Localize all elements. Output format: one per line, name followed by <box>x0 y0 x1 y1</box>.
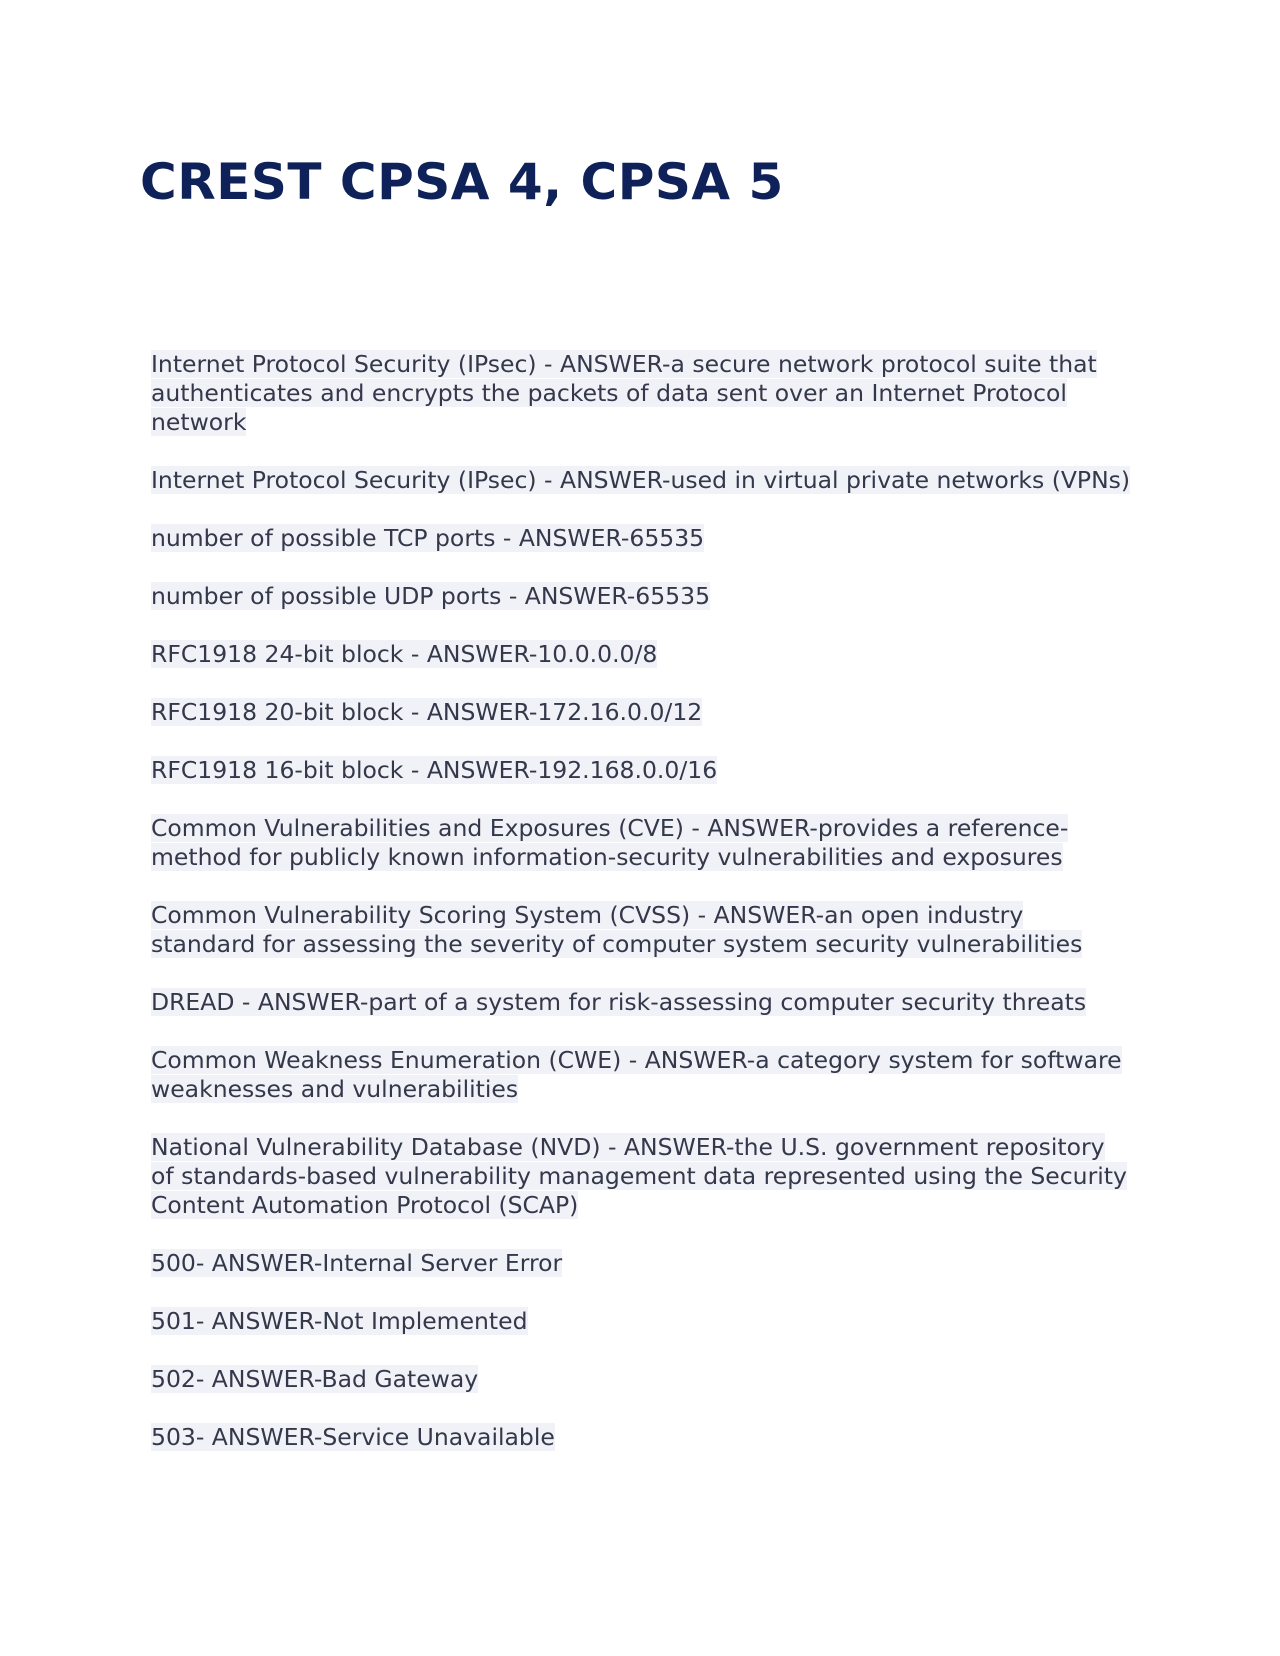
qa-list <box>151 350 1131 1481</box>
qa-text: Internet Protocol Security (IPsec) - ANSWER-a secure network protocol suite that authenticates and encrypts the packets of data sent over an Internet Protocol network <box>151 350 1097 436</box>
qa-text: number of possible TCP ports - ANSWER-65535 <box>151 524 705 552</box>
qa-text: RFC1918 24-bit block - ANSWER-10.0.0.0/8 <box>151 640 658 668</box>
qa-text: 500- ANSWER-Internal Server Error <box>151 1249 563 1277</box>
qa-text: number of possible UDP ports - ANSWER-65535 <box>151 582 711 610</box>
qa-text: RFC1918 16-bit block - ANSWER-192.168.0.0/16 <box>151 756 718 784</box>
qa-text: Internet Protocol Security (IPsec) - ANSWER-used in virtual private networks (VPNs) <box>151 466 1131 494</box>
qa-item-tcp-ports <box>151 524 1131 553</box>
qa-item-cwe <box>151 1046 1131 1104</box>
qa-item-ipsec-definition <box>151 350 1131 437</box>
qa-item-dread <box>151 988 1131 1017</box>
qa-item-http-500 <box>151 1249 1131 1278</box>
document-title: CREST CPSA 4, CPSA 5 <box>140 153 784 211</box>
qa-item-cvss <box>151 901 1131 959</box>
qa-text: 501- ANSWER-Not Implemented <box>151 1307 528 1335</box>
qa-item-ipsec-usage <box>151 466 1131 495</box>
qa-item-cve <box>151 814 1131 872</box>
qa-item-http-501 <box>151 1307 1131 1336</box>
qa-text: Common Weakness Enumeration (CWE) - ANSWER-a category system for software weaknesses and vulnerabilities <box>151 1046 1122 1103</box>
qa-text: 503- ANSWER-Service Unavailable <box>151 1423 555 1451</box>
qa-text: Common Vulnerability Scoring System (CVSS) - ANSWER-an open industry standard for assessing the severity of computer system security vulnerabilities <box>151 901 1083 958</box>
qa-item-nvd <box>151 1133 1131 1220</box>
qa-text: RFC1918 20-bit block - ANSWER-172.16.0.0/12 <box>151 698 703 726</box>
qa-text: 502- ANSWER-Bad Gateway <box>151 1365 479 1393</box>
qa-item-rfc1918-16bit <box>151 756 1131 785</box>
qa-item-http-502 <box>151 1365 1131 1394</box>
qa-text: National Vulnerability Database (NVD) - ANSWER-the U.S. government repository of standards-based vulnerability management data represented using the Security Content Automation Protocol (SCAP) <box>151 1133 1127 1219</box>
qa-item-rfc1918-20bit <box>151 698 1131 727</box>
qa-item-http-503 <box>151 1423 1131 1452</box>
qa-item-rfc1918-24bit <box>151 640 1131 669</box>
qa-text: DREAD - ANSWER-part of a system for risk-assessing computer security threats <box>151 988 1087 1016</box>
qa-text: Common Vulnerabilities and Exposures (CVE) - ANSWER-provides a reference-method for publicly known information-security vulnerabilities and exposures <box>151 814 1069 871</box>
qa-item-udp-ports <box>151 582 1131 611</box>
